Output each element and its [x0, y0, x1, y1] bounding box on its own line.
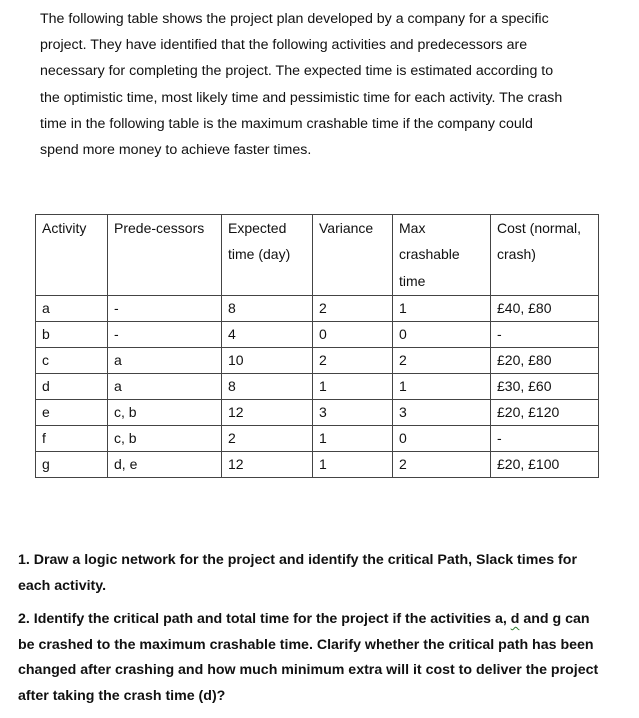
intro-line: necessary for completing the project. The expected time is estimated according to: [40, 63, 554, 80]
cell-variance: 2: [313, 348, 393, 374]
intro-line: The following table shows the project plan developed by a company for a specific: [40, 11, 549, 27]
cell-expected-time: 4: [222, 322, 313, 348]
cell-variance: 0: [313, 322, 393, 348]
cell-cost: £40, £80: [491, 296, 599, 322]
question-line: after taking the crash time (d)?: [18, 687, 226, 704]
cell-predecessors: c, b: [108, 426, 222, 452]
cell-max-crashable-time: 1: [393, 374, 491, 400]
question-line: each activity.: [18, 577, 107, 594]
cell-variance: 1: [313, 374, 393, 400]
cell-activity: b: [36, 322, 108, 348]
table-header-row: [36, 215, 599, 296]
cell-predecessors: d, e: [108, 452, 222, 478]
intro-line: the optimistic time, most likely time and pessimistic time for each activity. The crash: [40, 89, 563, 106]
cell-variance: 3: [313, 400, 393, 426]
spellcheck-marked-word: d: [510, 611, 520, 627]
question-line: be crashed to the maximum crashable time. Clarify whether the critical path has been: [18, 636, 594, 653]
cell-predecessors: c, b: [108, 400, 222, 426]
cell-cost: £30, £60: [491, 374, 599, 400]
header-cost: Cost (normal, crash): [491, 215, 599, 296]
questions-section: [18, 548, 628, 717]
cell-max-crashable-time: 2: [393, 348, 491, 374]
intro-line: time in the following table is the maximum crashable time if the company could: [40, 115, 533, 132]
header-max-crashable-time: Max crashable time: [393, 215, 491, 296]
cell-expected-time: 12: [222, 400, 313, 426]
cell-variance: 1: [313, 426, 393, 452]
table-row: [36, 296, 599, 322]
question-line: [18, 607, 628, 633]
cell-predecessors: a: [108, 374, 222, 400]
question-line: changed after crashing and how much minimum extra will it cost to deliver the project: [18, 662, 599, 678]
cell-expected-time: 8: [222, 374, 313, 400]
cell-max-crashable-time: 2: [393, 452, 491, 478]
cell-max-crashable-time: 3: [393, 400, 491, 426]
cell-cost: £20, £100: [491, 452, 599, 478]
cell-max-crashable-time: 0: [393, 322, 491, 348]
cell-max-crashable-time: 1: [393, 296, 491, 322]
cell-expected-time: 12: [222, 452, 313, 478]
cell-cost: £20, £120: [491, 400, 599, 426]
cell-cost: £20, £80: [491, 348, 599, 374]
cell-activity: e: [36, 400, 108, 426]
intro-line: spend more money to achieve faster times.: [40, 142, 312, 159]
cell-variance: 1: [313, 452, 393, 478]
cell-expected-time: 8: [222, 296, 313, 322]
header-predecessors: Prede-cessors: [108, 215, 222, 296]
header-activity: Activity: [36, 215, 108, 296]
cell-cost: -: [491, 322, 599, 348]
cell-cost: -: [491, 426, 599, 452]
table-row: [36, 374, 599, 400]
table-row: [36, 348, 599, 374]
intro-paragraph: [40, 6, 615, 163]
intro-line: project. They have identified that the following activities and predecessors are: [40, 37, 528, 54]
question-line: 1. Draw a logic network for the project and identify the critical Path, Slack times for: [18, 552, 577, 568]
cell-predecessors: -: [108, 322, 222, 348]
cell-activity: d: [36, 374, 108, 400]
table-row: [36, 452, 599, 478]
cell-activity: a: [36, 296, 108, 322]
question-text: and g can: [519, 611, 590, 627]
question-1: [18, 548, 628, 599]
cell-expected-time: 2: [222, 426, 313, 452]
table-row: [36, 322, 599, 348]
cell-activity: f: [36, 426, 108, 452]
project-plan-table: [35, 214, 599, 478]
cell-variance: 2: [313, 296, 393, 322]
table-row: [36, 400, 599, 426]
question-text: 2. Identify the critical path and total time for the project if the activities a,: [18, 611, 511, 627]
question-2: [18, 607, 628, 709]
header-expected-time: Expected time (day): [222, 215, 313, 296]
table-row: [36, 426, 599, 452]
header-variance: Variance: [313, 215, 393, 296]
cell-predecessors: -: [108, 296, 222, 322]
cell-activity: c: [36, 348, 108, 374]
cell-expected-time: 10: [222, 348, 313, 374]
cell-max-crashable-time: 0: [393, 426, 491, 452]
cell-activity: g: [36, 452, 108, 478]
cell-predecessors: a: [108, 348, 222, 374]
